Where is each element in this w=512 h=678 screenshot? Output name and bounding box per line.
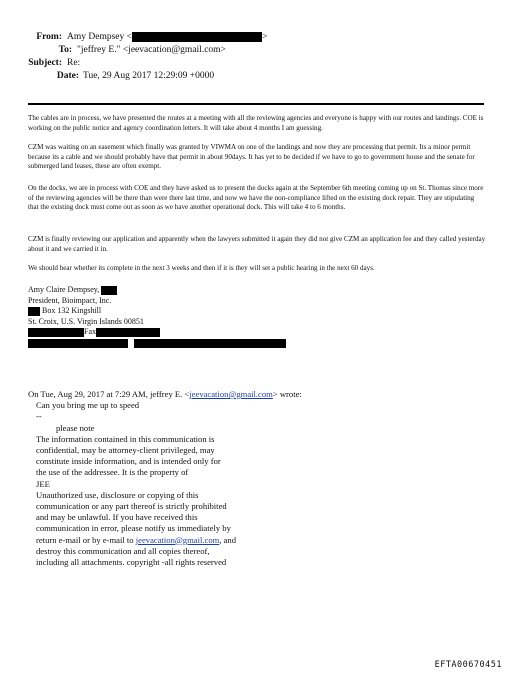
quoted-line: Can you bring me up to speed	[36, 400, 140, 411]
body-paragraph-2: CZM was waiting on an easement which finally was granted by VIWMA on one of the landings and now they are processing that permit. Its a minor permit because its a cable and we should probably have that permit in about 90days. It has yet to be decided if we have to go to government house and the senate for submerged land leases, these are often exempt.	[28, 143, 475, 171]
signature-city: St. Croix, U.S. Virgin Islands 00851	[28, 316, 144, 326]
disclaimer-line: The information contained in this communication is	[36, 433, 215, 444]
signature-name: Amy Claire Dempsey,	[28, 285, 100, 294]
document-id: EFTA00670451	[434, 660, 502, 670]
signature-fax: Fax	[84, 327, 96, 337]
redaction-block	[28, 339, 128, 348]
redaction-block	[96, 328, 160, 337]
disclaimer-line: destroy this communication and all copies thereof,	[36, 545, 210, 556]
disclaimer-line: confidential, may be attorney-client privileged, may	[36, 445, 215, 456]
body-paragraph-4: CZM is finally reviewing our application and apparently when the lawyers submitted it again they did not give CZM an application fee and they called yesterday about it and we carried it in.	[28, 235, 486, 253]
disclaimer-line: communication or any part thereof is strictly prohibited	[36, 501, 227, 512]
subject-value: Re:	[67, 58, 81, 68]
from-tail: >	[262, 32, 268, 42]
disclaimer-line: return e-mail or by e-mail to jeevacation@gmail.com, and	[36, 534, 237, 545]
quoted-intro: On Tue, Aug 29, 2017 at 7:29 AM, jeffrey E. <jeevacation@gmail.com> wrote:	[28, 389, 302, 399]
disclaimer-line: communication in error, please notify us immediately by	[36, 523, 231, 534]
header-divider	[28, 103, 484, 105]
signature-block	[28, 285, 286, 349]
body-paragraph-5: We should hear whether its complete in the next 3 weeks and then if it is they will set a public hearing in the next 60 days.	[28, 264, 375, 272]
body-paragraph-1: The cables are in process, we have presented the routes at a meeting with all the reviewing agencies and everyone is happy with our routes and landings. COE is working on the public notice and agency coordination letters. It will take about 4 months I am guessing.	[28, 114, 484, 132]
redaction-block	[28, 328, 84, 337]
note-heading: please note	[56, 422, 95, 433]
signature-box: Box 132 Kingshill	[42, 306, 102, 316]
redaction-block	[101, 286, 117, 295]
from-value: Amy Dempsey <	[67, 32, 132, 42]
disclaimer-line: JEE	[36, 478, 50, 489]
quoted-email-link[interactable]: jeevacation@gmail.com	[189, 389, 273, 399]
disclaimer-line: and may be unlawful. If you have received this	[36, 512, 198, 523]
to-value: "jeffrey E." <jeevacation@gmail.com>	[77, 45, 226, 55]
date-value: Tue, 29 Aug 2017 12:29:09 +0000	[83, 71, 215, 81]
date-label: Date:	[56, 71, 79, 81]
signature-title: President, Bioimpact, Inc.	[28, 295, 112, 305]
subject-label: Subject:	[28, 58, 62, 68]
body-paragraph-3: On the docks, we are in process with COE and they have asked us to present the docks again at the September 6th meeting coming up on St. Thomas since more of the reviewing agencies will be there than were there last time, and now we have the non-compliance lifted on the existing dock repair. They are stipulating that the existing dock must come out as soon as we have another operational dock. This will take 4 to 6 months.	[28, 184, 484, 212]
disclaimer-email-link[interactable]: jeevacation@gmail.com	[135, 534, 220, 545]
disclaimer-line: Unauthorized use, disclosure or copying of this	[36, 489, 199, 500]
to-label: To:	[58, 45, 72, 55]
redaction-block	[134, 339, 286, 348]
signature-dashes: --	[36, 411, 42, 422]
redaction-block	[132, 32, 262, 42]
redaction-block	[28, 307, 40, 316]
from-label: From:	[36, 32, 62, 42]
disclaimer-line: constitute inside information, and is intended only for	[36, 456, 221, 467]
disclaimer-line: including all attachments. copyright -all rights reserved	[36, 557, 227, 568]
quoted-reply	[28, 389, 302, 568]
disclaimer-line: the use of the addressee. It is the property of	[36, 467, 189, 478]
